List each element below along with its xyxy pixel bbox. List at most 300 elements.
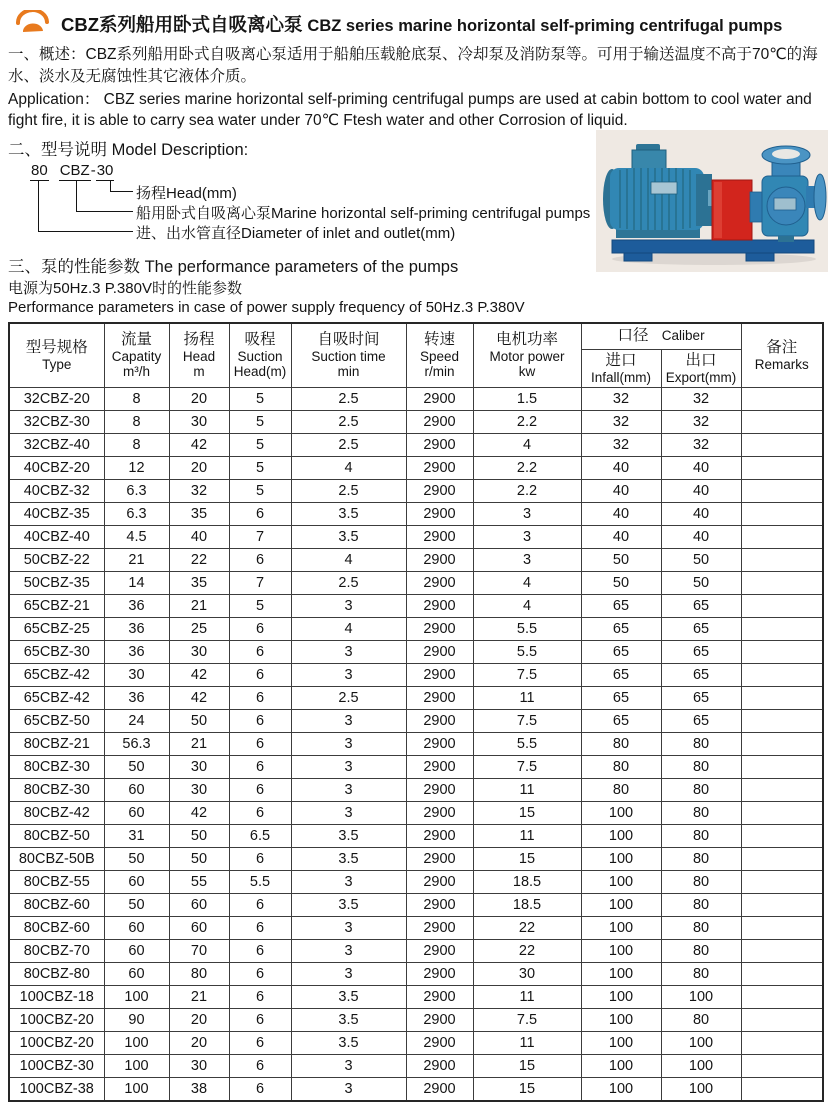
table-cell xyxy=(741,801,823,824)
table-body xyxy=(9,387,823,1101)
table-cell: 65 xyxy=(581,617,661,640)
table-cell: 80CBZ-70 xyxy=(9,939,104,962)
table-cell: 60 xyxy=(104,870,169,893)
table-cell: 3 xyxy=(291,755,406,778)
table-cell: 80 xyxy=(661,870,741,893)
table-cell: 21 xyxy=(169,594,229,617)
table-cell: 2900 xyxy=(406,640,473,663)
page-title xyxy=(61,11,782,37)
table-cell xyxy=(741,985,823,1008)
table-cell: 2900 xyxy=(406,387,473,410)
table-cell: 2900 xyxy=(406,939,473,962)
table-cell: 80 xyxy=(661,755,741,778)
table-cell: 80 xyxy=(581,778,661,801)
table-cell xyxy=(741,640,823,663)
table-row xyxy=(9,410,823,433)
table-cell xyxy=(741,617,823,640)
table-cell: 80CBZ-30 xyxy=(9,755,104,778)
table-cell: 50CBZ-22 xyxy=(9,548,104,571)
table-cell: 11 xyxy=(473,686,581,709)
col-header-infall: 进口 Infall(mm) xyxy=(581,349,661,387)
table-cell: 65CBZ-25 xyxy=(9,617,104,640)
table-cell: 5.5 xyxy=(473,640,581,663)
table-cell: 80CBZ-50 xyxy=(9,824,104,847)
table-cell: 6 xyxy=(229,732,291,755)
pump-coupling-guard xyxy=(708,180,752,240)
table-cell: 80 xyxy=(581,755,661,778)
table-row xyxy=(9,594,823,617)
table-cell xyxy=(741,479,823,502)
table-cell: 32 xyxy=(661,433,741,456)
table-cell: 32CBZ-20 xyxy=(9,387,104,410)
table-cell: 2900 xyxy=(406,548,473,571)
table-cell: 80 xyxy=(169,962,229,985)
table-cell: 5 xyxy=(229,479,291,502)
table-cell: 80CBZ-55 xyxy=(9,870,104,893)
table-cell: 80CBZ-50B xyxy=(9,847,104,870)
table-cell: 2900 xyxy=(406,663,473,686)
table-cell: 65 xyxy=(661,686,741,709)
table-cell: 14 xyxy=(104,571,169,594)
table-cell: 3 xyxy=(291,1054,406,1077)
table-cell: 3.5 xyxy=(291,985,406,1008)
table-cell: 80 xyxy=(661,801,741,824)
table-cell: 32 xyxy=(581,387,661,410)
table-cell: 3 xyxy=(291,594,406,617)
table-cell: 40 xyxy=(661,479,741,502)
table-row xyxy=(9,617,823,640)
model-code-series: CBZ xyxy=(59,162,90,179)
table-cell: 80 xyxy=(661,939,741,962)
table-cell: 80 xyxy=(661,893,741,916)
table-cell xyxy=(741,1054,823,1077)
table-cell xyxy=(741,410,823,433)
table-cell: 6 xyxy=(229,893,291,916)
table-cell: 80CBZ-60 xyxy=(9,916,104,939)
table-cell: 5.5 xyxy=(473,617,581,640)
table-cell: 100CBZ-38 xyxy=(9,1077,104,1101)
table-cell xyxy=(741,663,823,686)
table-cell: 3 xyxy=(291,939,406,962)
table-cell: 65CBZ-50 xyxy=(9,709,104,732)
col-header-head: 扬程 Head m xyxy=(169,323,229,387)
table-cell: 2900 xyxy=(406,893,473,916)
table-cell: 32CBZ-30 xyxy=(9,410,104,433)
table-cell: 100 xyxy=(581,985,661,1008)
table-cell: 40 xyxy=(581,456,661,479)
table-cell: 20 xyxy=(169,456,229,479)
table-cell xyxy=(741,1031,823,1054)
table-cell: 100CBZ-18 xyxy=(9,985,104,1008)
table-row xyxy=(9,801,823,824)
table-cell: 7 xyxy=(229,571,291,594)
table-cell: 42 xyxy=(169,663,229,686)
table-cell: 24 xyxy=(104,709,169,732)
performance-section-heading: 三、泵的性能参数 The performance parameters of the pumps xyxy=(8,258,459,276)
table-cell: 50 xyxy=(169,847,229,870)
table-row xyxy=(9,709,823,732)
table-cell: 2900 xyxy=(406,502,473,525)
table-cell: 100 xyxy=(581,939,661,962)
table-cell: 5 xyxy=(229,410,291,433)
table-cell: 2900 xyxy=(406,1077,473,1101)
table-cell: 80 xyxy=(661,778,741,801)
table-cell: 65 xyxy=(581,640,661,663)
table-cell: 6 xyxy=(229,617,291,640)
table-cell: 38 xyxy=(169,1077,229,1101)
table-cell: 7.5 xyxy=(473,755,581,778)
table-cell: 100 xyxy=(581,1008,661,1031)
table-cell: 2900 xyxy=(406,778,473,801)
table-cell: 40 xyxy=(169,525,229,548)
table-cell: 30 xyxy=(473,962,581,985)
table-cell xyxy=(741,870,823,893)
table-cell: 2900 xyxy=(406,1031,473,1054)
table-cell xyxy=(741,755,823,778)
table-cell: 3 xyxy=(473,525,581,548)
table-cell: 2900 xyxy=(406,594,473,617)
table-cell: 3 xyxy=(291,732,406,755)
col-header-suction-time: 自吸时间 Suction time min xyxy=(291,323,406,387)
table-cell: 80 xyxy=(661,916,741,939)
brand-logo-icon xyxy=(14,10,52,38)
table-cell: 60 xyxy=(104,916,169,939)
table-cell: 65 xyxy=(581,686,661,709)
table-cell: 3.5 xyxy=(291,1031,406,1054)
table-cell: 2900 xyxy=(406,755,473,778)
page-title-en: CBZ series marine horizontal self-priming centrifugal pumps xyxy=(307,17,783,35)
table-row xyxy=(9,985,823,1008)
table-cell xyxy=(741,433,823,456)
table-cell xyxy=(741,778,823,801)
col-header-caliber: 口径 Caliber xyxy=(581,323,741,349)
table-cell: 4 xyxy=(291,548,406,571)
table-cell xyxy=(741,456,823,479)
table-cell: 2900 xyxy=(406,985,473,1008)
table-cell: 36 xyxy=(104,686,169,709)
table-cell xyxy=(741,916,823,939)
model-section-heading: 二、型号说明 Model Description: xyxy=(8,141,249,159)
table-cell: 31 xyxy=(104,824,169,847)
table-cell: 11 xyxy=(473,985,581,1008)
table-cell: 2.2 xyxy=(473,479,581,502)
table-cell: 4 xyxy=(291,617,406,640)
table-cell: 80 xyxy=(581,732,661,755)
table-cell: 2900 xyxy=(406,847,473,870)
table-cell: 60 xyxy=(104,801,169,824)
table-row xyxy=(9,732,823,755)
table-row xyxy=(9,571,823,594)
table-cell: 20 xyxy=(169,387,229,410)
table-row xyxy=(9,1031,823,1054)
table-cell: 100 xyxy=(104,985,169,1008)
table-cell xyxy=(741,525,823,548)
table-cell: 100CBZ-30 xyxy=(9,1054,104,1077)
table-cell: 2900 xyxy=(406,1008,473,1031)
table-cell: 80 xyxy=(661,962,741,985)
table-cell: 40 xyxy=(661,456,741,479)
table-row xyxy=(9,1077,823,1101)
table-cell: 8 xyxy=(104,433,169,456)
table-cell: 2900 xyxy=(406,410,473,433)
table-row xyxy=(9,1054,823,1077)
table-cell: 80CBZ-21 xyxy=(9,732,104,755)
table-cell: 50 xyxy=(104,893,169,916)
table-cell: 65 xyxy=(581,594,661,617)
table-cell: 100 xyxy=(581,824,661,847)
table-cell: 42 xyxy=(169,686,229,709)
table-cell: 22 xyxy=(169,548,229,571)
table-cell: 36 xyxy=(104,617,169,640)
model-label-head: 扬程Head(mm) xyxy=(136,185,237,202)
table-cell xyxy=(741,962,823,985)
table-cell: 5 xyxy=(229,594,291,617)
table-row xyxy=(9,548,823,571)
table-cell: 30 xyxy=(169,640,229,663)
performance-table xyxy=(8,322,824,1102)
power-note-zh: 电源为50Hz.3 P.380V时的性能参数 xyxy=(8,280,242,297)
table-row xyxy=(9,479,823,502)
table-cell: 6 xyxy=(229,1054,291,1077)
table-cell: 3 xyxy=(291,916,406,939)
table-cell: 40CBZ-20 xyxy=(9,456,104,479)
table-cell: 4.5 xyxy=(104,525,169,548)
table-cell: 6 xyxy=(229,916,291,939)
table-cell: 40 xyxy=(581,479,661,502)
table-cell xyxy=(741,893,823,916)
table-cell xyxy=(741,1008,823,1031)
table-cell: 15 xyxy=(473,847,581,870)
table-cell: 6 xyxy=(229,778,291,801)
table-cell: 65 xyxy=(661,594,741,617)
table-cell: 3 xyxy=(291,1077,406,1101)
table-row xyxy=(9,755,823,778)
table-cell xyxy=(741,571,823,594)
table-cell: 2900 xyxy=(406,916,473,939)
table-cell xyxy=(741,548,823,571)
table-cell: 3 xyxy=(473,548,581,571)
page-title-zh: CBZ系列船用卧式自吸离心泵 xyxy=(61,14,303,35)
table-cell: 90 xyxy=(104,1008,169,1031)
table-cell: 6 xyxy=(229,663,291,686)
table-cell: 6 xyxy=(229,1031,291,1054)
table-cell: 20 xyxy=(169,1031,229,1054)
table-cell: 40CBZ-35 xyxy=(9,502,104,525)
table-cell: 40CBZ-32 xyxy=(9,479,104,502)
table-cell: 2.5 xyxy=(291,686,406,709)
table-cell xyxy=(741,686,823,709)
table-cell: 25 xyxy=(169,617,229,640)
table-row xyxy=(9,916,823,939)
table-cell: 65 xyxy=(661,663,741,686)
table-cell: 55 xyxy=(169,870,229,893)
table-cell: 50CBZ-35 xyxy=(9,571,104,594)
table-cell: 4 xyxy=(291,456,406,479)
table-cell: 2900 xyxy=(406,709,473,732)
table-cell: 30 xyxy=(169,755,229,778)
table-row xyxy=(9,1008,823,1031)
table-cell: 80CBZ-80 xyxy=(9,962,104,985)
table-cell: 5 xyxy=(229,433,291,456)
table-cell: 100 xyxy=(581,893,661,916)
table-cell: 20 xyxy=(169,1008,229,1031)
table-cell: 65 xyxy=(661,617,741,640)
table-cell xyxy=(741,847,823,870)
table-row xyxy=(9,778,823,801)
table-cell: 1.5 xyxy=(473,387,581,410)
table-cell: 3.5 xyxy=(291,502,406,525)
table-cell: 3 xyxy=(291,801,406,824)
table-cell: 100CBZ-20 xyxy=(9,1008,104,1031)
table-cell: 6 xyxy=(229,985,291,1008)
table-cell xyxy=(741,939,823,962)
table-cell: 2900 xyxy=(406,732,473,755)
table-cell: 65CBZ-42 xyxy=(9,663,104,686)
table-cell: 100 xyxy=(661,985,741,1008)
table-cell: 2900 xyxy=(406,824,473,847)
table-row xyxy=(9,962,823,985)
table-cell: 50 xyxy=(661,571,741,594)
table-cell: 2900 xyxy=(406,479,473,502)
table-cell xyxy=(741,1077,823,1101)
table-cell: 15 xyxy=(473,1077,581,1101)
table-cell: 5.5 xyxy=(473,732,581,755)
table-cell xyxy=(741,502,823,525)
table-cell: 7.5 xyxy=(473,663,581,686)
table-cell: 100 xyxy=(581,1077,661,1101)
table-cell: 2.5 xyxy=(291,571,406,594)
table-cell xyxy=(741,594,823,617)
table-row xyxy=(9,387,823,410)
table-cell: 21 xyxy=(169,732,229,755)
table-cell: 5 xyxy=(229,387,291,410)
table-cell: 12 xyxy=(104,456,169,479)
table-cell: 100 xyxy=(104,1077,169,1101)
col-header-capacity: 流量 Capatity m³/h xyxy=(104,323,169,387)
model-code-size: 80 xyxy=(31,162,48,179)
table-cell: 7.5 xyxy=(473,709,581,732)
table-row xyxy=(9,847,823,870)
model-label-series: 船用卧式自吸离心泵Marine horizontal self-priming centrifugal pumps xyxy=(136,205,591,222)
table-cell: 40 xyxy=(661,502,741,525)
table-cell: 36 xyxy=(104,594,169,617)
model-code-separator: - xyxy=(90,162,96,179)
table-cell: 3.5 xyxy=(291,525,406,548)
table-cell: 100 xyxy=(581,1054,661,1077)
pump-photo xyxy=(596,130,828,272)
table-cell: 80 xyxy=(661,847,741,870)
table-row xyxy=(9,939,823,962)
table-cell: 3.5 xyxy=(291,1008,406,1031)
table-cell: 3.5 xyxy=(291,847,406,870)
table-cell: 11 xyxy=(473,778,581,801)
table-row xyxy=(9,525,823,548)
table-cell: 40 xyxy=(581,502,661,525)
table-cell: 65CBZ-30 xyxy=(9,640,104,663)
table-cell: 100 xyxy=(661,1054,741,1077)
power-note-en: Performance parameters in case of power supply frequency of 50Hz.3 P.380V xyxy=(8,299,525,316)
table-cell: 6 xyxy=(229,640,291,663)
table-cell: 2.2 xyxy=(473,456,581,479)
model-code-head: 30 xyxy=(96,162,114,179)
table-cell: 15 xyxy=(473,1054,581,1077)
table-cell: 65 xyxy=(581,709,661,732)
table-cell: 3.5 xyxy=(291,893,406,916)
table-cell: 50 xyxy=(581,548,661,571)
table-cell: 3 xyxy=(473,502,581,525)
table-cell: 65 xyxy=(661,640,741,663)
table-cell: 100 xyxy=(581,801,661,824)
table-cell: 80CBZ-60 xyxy=(9,893,104,916)
table-cell: 3 xyxy=(291,870,406,893)
table-cell: 100 xyxy=(661,1031,741,1054)
table-cell: 42 xyxy=(169,433,229,456)
table-cell: 100 xyxy=(661,1077,741,1101)
table-cell: 2900 xyxy=(406,962,473,985)
table-cell: 6 xyxy=(229,847,291,870)
table-cell: 6 xyxy=(229,1077,291,1101)
col-header-type: 型号规格 Type xyxy=(9,323,104,387)
table-cell: 100 xyxy=(104,1031,169,1054)
table-cell: 100 xyxy=(581,870,661,893)
table-cell: 22 xyxy=(473,939,581,962)
table-cell: 60 xyxy=(104,778,169,801)
col-header-suction-head: 吸程 Suction Head(m) xyxy=(229,323,291,387)
table-cell: 2900 xyxy=(406,870,473,893)
table-cell: 30 xyxy=(169,410,229,433)
table-cell: 32 xyxy=(169,479,229,502)
table-cell: 80CBZ-30 xyxy=(9,778,104,801)
table-cell xyxy=(741,387,823,410)
table-cell: 6 xyxy=(229,962,291,985)
col-header-speed: 转速 Speed r/min xyxy=(406,323,473,387)
table-cell: 32 xyxy=(581,433,661,456)
table-cell: 65CBZ-42 xyxy=(9,686,104,709)
page-header xyxy=(14,10,822,38)
table-cell: 6 xyxy=(229,502,291,525)
table-cell: 50 xyxy=(104,847,169,870)
table-cell: 2.5 xyxy=(291,479,406,502)
table-cell: 36 xyxy=(104,640,169,663)
table-cell: 60 xyxy=(169,916,229,939)
table-cell: 80 xyxy=(661,1008,741,1031)
table-cell: 2900 xyxy=(406,1054,473,1077)
model-code xyxy=(30,162,114,179)
table-cell: 2.2 xyxy=(473,410,581,433)
table-cell: 21 xyxy=(169,985,229,1008)
table-cell: 3 xyxy=(291,709,406,732)
table-cell: 6 xyxy=(229,939,291,962)
table-cell: 100 xyxy=(581,962,661,985)
table-cell: 6 xyxy=(229,801,291,824)
table-cell: 3 xyxy=(291,663,406,686)
table-header xyxy=(9,323,823,387)
table-cell: 4 xyxy=(473,571,581,594)
connector-line-size xyxy=(38,180,133,232)
model-label-diameter: 进、出水管直径Diameter of inlet and outlet(mm) xyxy=(136,225,456,242)
table-cell: 11 xyxy=(473,1031,581,1054)
table-row xyxy=(9,663,823,686)
table-cell: 2900 xyxy=(406,617,473,640)
table-cell: 8 xyxy=(104,410,169,433)
table-cell: 60 xyxy=(169,893,229,916)
table-cell: 4 xyxy=(473,594,581,617)
table-cell: 6 xyxy=(229,755,291,778)
table-cell: 7.5 xyxy=(473,1008,581,1031)
table-cell: 6.5 xyxy=(229,824,291,847)
table-cell: 56.3 xyxy=(104,732,169,755)
table-cell: 18.5 xyxy=(473,893,581,916)
